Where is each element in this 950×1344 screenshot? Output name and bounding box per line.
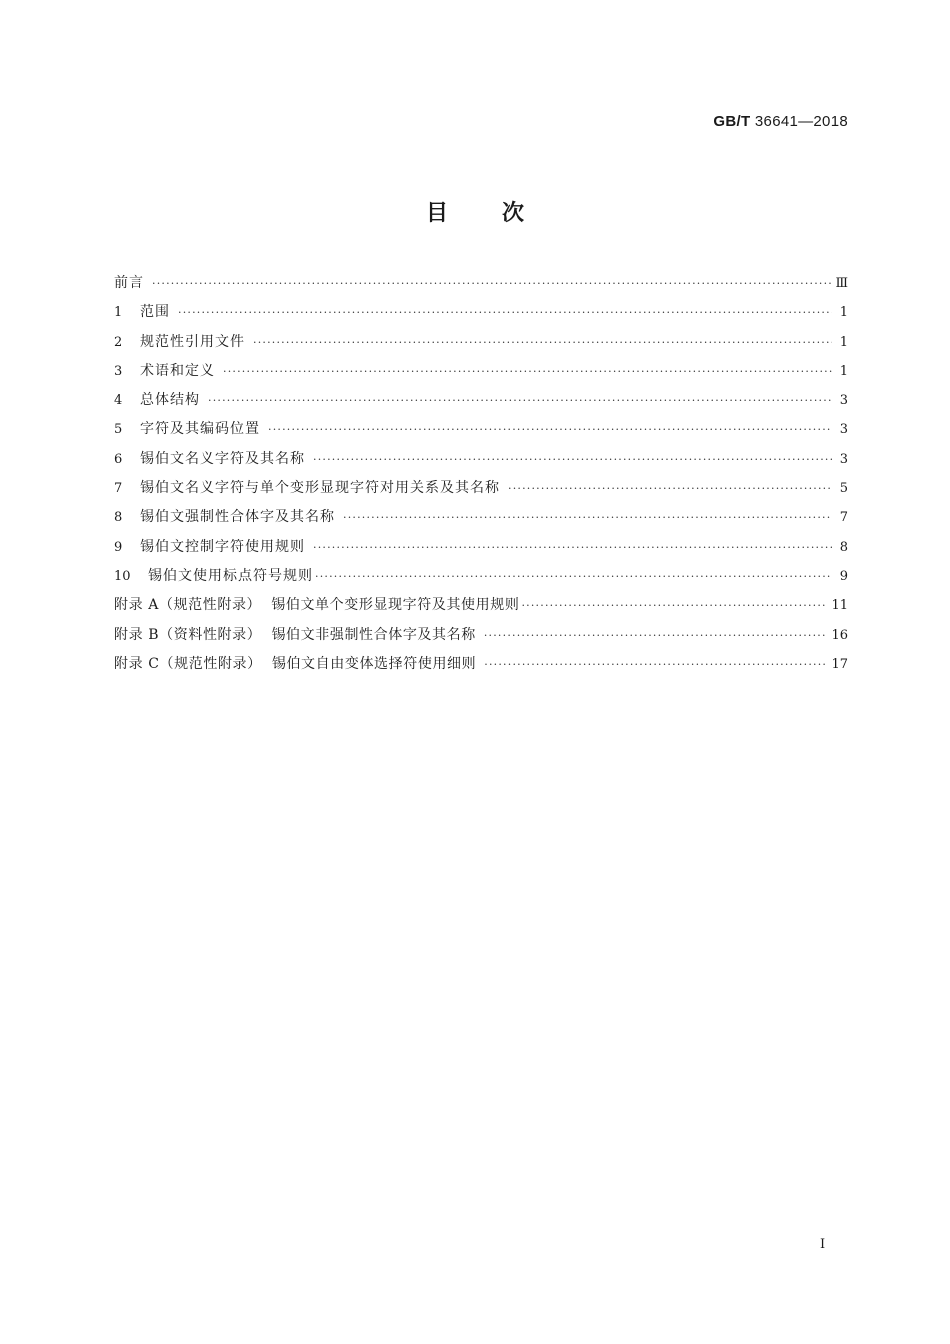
toc-entry-6[interactable] xyxy=(114,448,848,477)
toc-leader-dots xyxy=(343,511,832,524)
toc-leader-dots xyxy=(223,365,832,378)
toc-entry-label: 范围 xyxy=(140,304,170,321)
toc-entry-10[interactable] xyxy=(114,565,848,594)
toc-entry-foreword[interactable] xyxy=(114,272,848,301)
toc-entry-number: 9 xyxy=(114,539,123,555)
toc-entry-9[interactable] xyxy=(114,536,848,565)
toc-entry-label: 锡伯文使用标点符号规则 xyxy=(148,567,313,584)
toc-entry-1[interactable] xyxy=(114,301,848,330)
toc-leader-dots xyxy=(508,482,832,495)
toc-entry-label: 规范性引用文件 xyxy=(140,333,245,350)
toc-entry-label: 锡伯文名义字符及其名称 xyxy=(140,450,305,467)
toc-entry-page: 8 xyxy=(839,539,848,555)
toc-entry-label: 附录 B（资料性附录） 锡伯文非强制性合体字及其名称 xyxy=(114,626,476,643)
toc-leader-dots xyxy=(484,629,828,642)
toc-leader-dots xyxy=(268,423,832,436)
toc-entry-page: 16 xyxy=(831,627,848,643)
toc-entry-page: 3 xyxy=(839,451,848,467)
toc-entry-2[interactable] xyxy=(114,331,848,360)
table-of-contents xyxy=(114,272,848,682)
toc-entry-number: 7 xyxy=(114,481,123,497)
toc-entry-appendix-a[interactable] xyxy=(114,594,848,623)
toc-entry-number: 1 xyxy=(114,305,123,321)
toc-entry-number: 4 xyxy=(114,393,123,409)
toc-entry-page: 11 xyxy=(831,598,848,614)
toc-leader-dots xyxy=(315,570,832,583)
standard-code-number: 36641—2018 xyxy=(754,113,848,130)
toc-entry-page: 9 xyxy=(839,568,848,584)
toc-entry-page: Ⅲ xyxy=(835,276,848,291)
toc-entry-page: 3 xyxy=(839,422,848,438)
toc-entry-5[interactable] xyxy=(114,418,848,447)
toc-entry-appendix-b[interactable] xyxy=(114,624,848,653)
toc-leader-dots xyxy=(313,541,832,554)
toc-entry-label: 附录 C（规范性附录） 锡伯文自由变体选择符使用细则 xyxy=(114,655,477,672)
toc-entry-label: 锡伯文名义字符与单个变形显现字符对用关系及其名称 xyxy=(140,480,500,497)
toc-entry-label: 字符及其编码位置 xyxy=(140,421,260,438)
toc-entry-number: 2 xyxy=(114,334,123,350)
toc-leader-dots xyxy=(484,658,827,671)
toc-entry-page: 1 xyxy=(839,334,848,350)
toc-entry-number: 8 xyxy=(114,510,123,526)
toc-entry-number: 6 xyxy=(114,451,123,467)
toc-entry-page: 5 xyxy=(839,481,848,497)
toc-entry-page: 7 xyxy=(839,510,848,526)
toc-entry-appendix-c[interactable] xyxy=(114,653,848,682)
toc-entry-label: 锡伯文强制性合体字及其名称 xyxy=(140,509,335,526)
toc-leader-dots xyxy=(313,453,832,466)
toc-entry-label: 术语和定义 xyxy=(140,362,215,379)
standard-code xyxy=(713,113,848,130)
toc-entry-page: 17 xyxy=(831,656,848,672)
toc-entry-number: 5 xyxy=(114,422,123,438)
toc-entry-7[interactable] xyxy=(114,477,848,506)
toc-entry-label: 前言 xyxy=(114,275,144,291)
toc-entry-page: 1 xyxy=(839,305,848,321)
toc-leader-dots xyxy=(152,277,831,290)
toc-entry-label: 总体结构 xyxy=(140,392,200,409)
toc-leader-dots xyxy=(253,336,832,349)
toc-entry-number: 3 xyxy=(114,363,123,379)
standard-code-prefix: GB/T xyxy=(713,113,751,130)
toc-entry-number: 10 xyxy=(114,568,131,584)
toc-entry-label: 锡伯文控制字符使用规则 xyxy=(140,538,305,555)
page-title xyxy=(0,196,950,227)
toc-entry-page: 1 xyxy=(839,363,848,379)
toc-entry-8[interactable] xyxy=(114,506,848,535)
page-title-char-1: 目 xyxy=(425,201,448,226)
toc-entry-3[interactable] xyxy=(114,360,848,389)
toc-entry-page: 3 xyxy=(839,393,848,409)
toc-leader-dots xyxy=(521,599,827,612)
page-title-char-2: 次 xyxy=(502,201,525,226)
toc-entry-4[interactable] xyxy=(114,389,848,418)
toc-leader-dots xyxy=(178,306,832,319)
toc-leader-dots xyxy=(208,394,832,407)
toc-entry-label: 附录 A（规范性附录） 锡伯文单个变形显现字符及其使用规则 xyxy=(114,597,520,614)
page-number: I xyxy=(820,1237,826,1252)
